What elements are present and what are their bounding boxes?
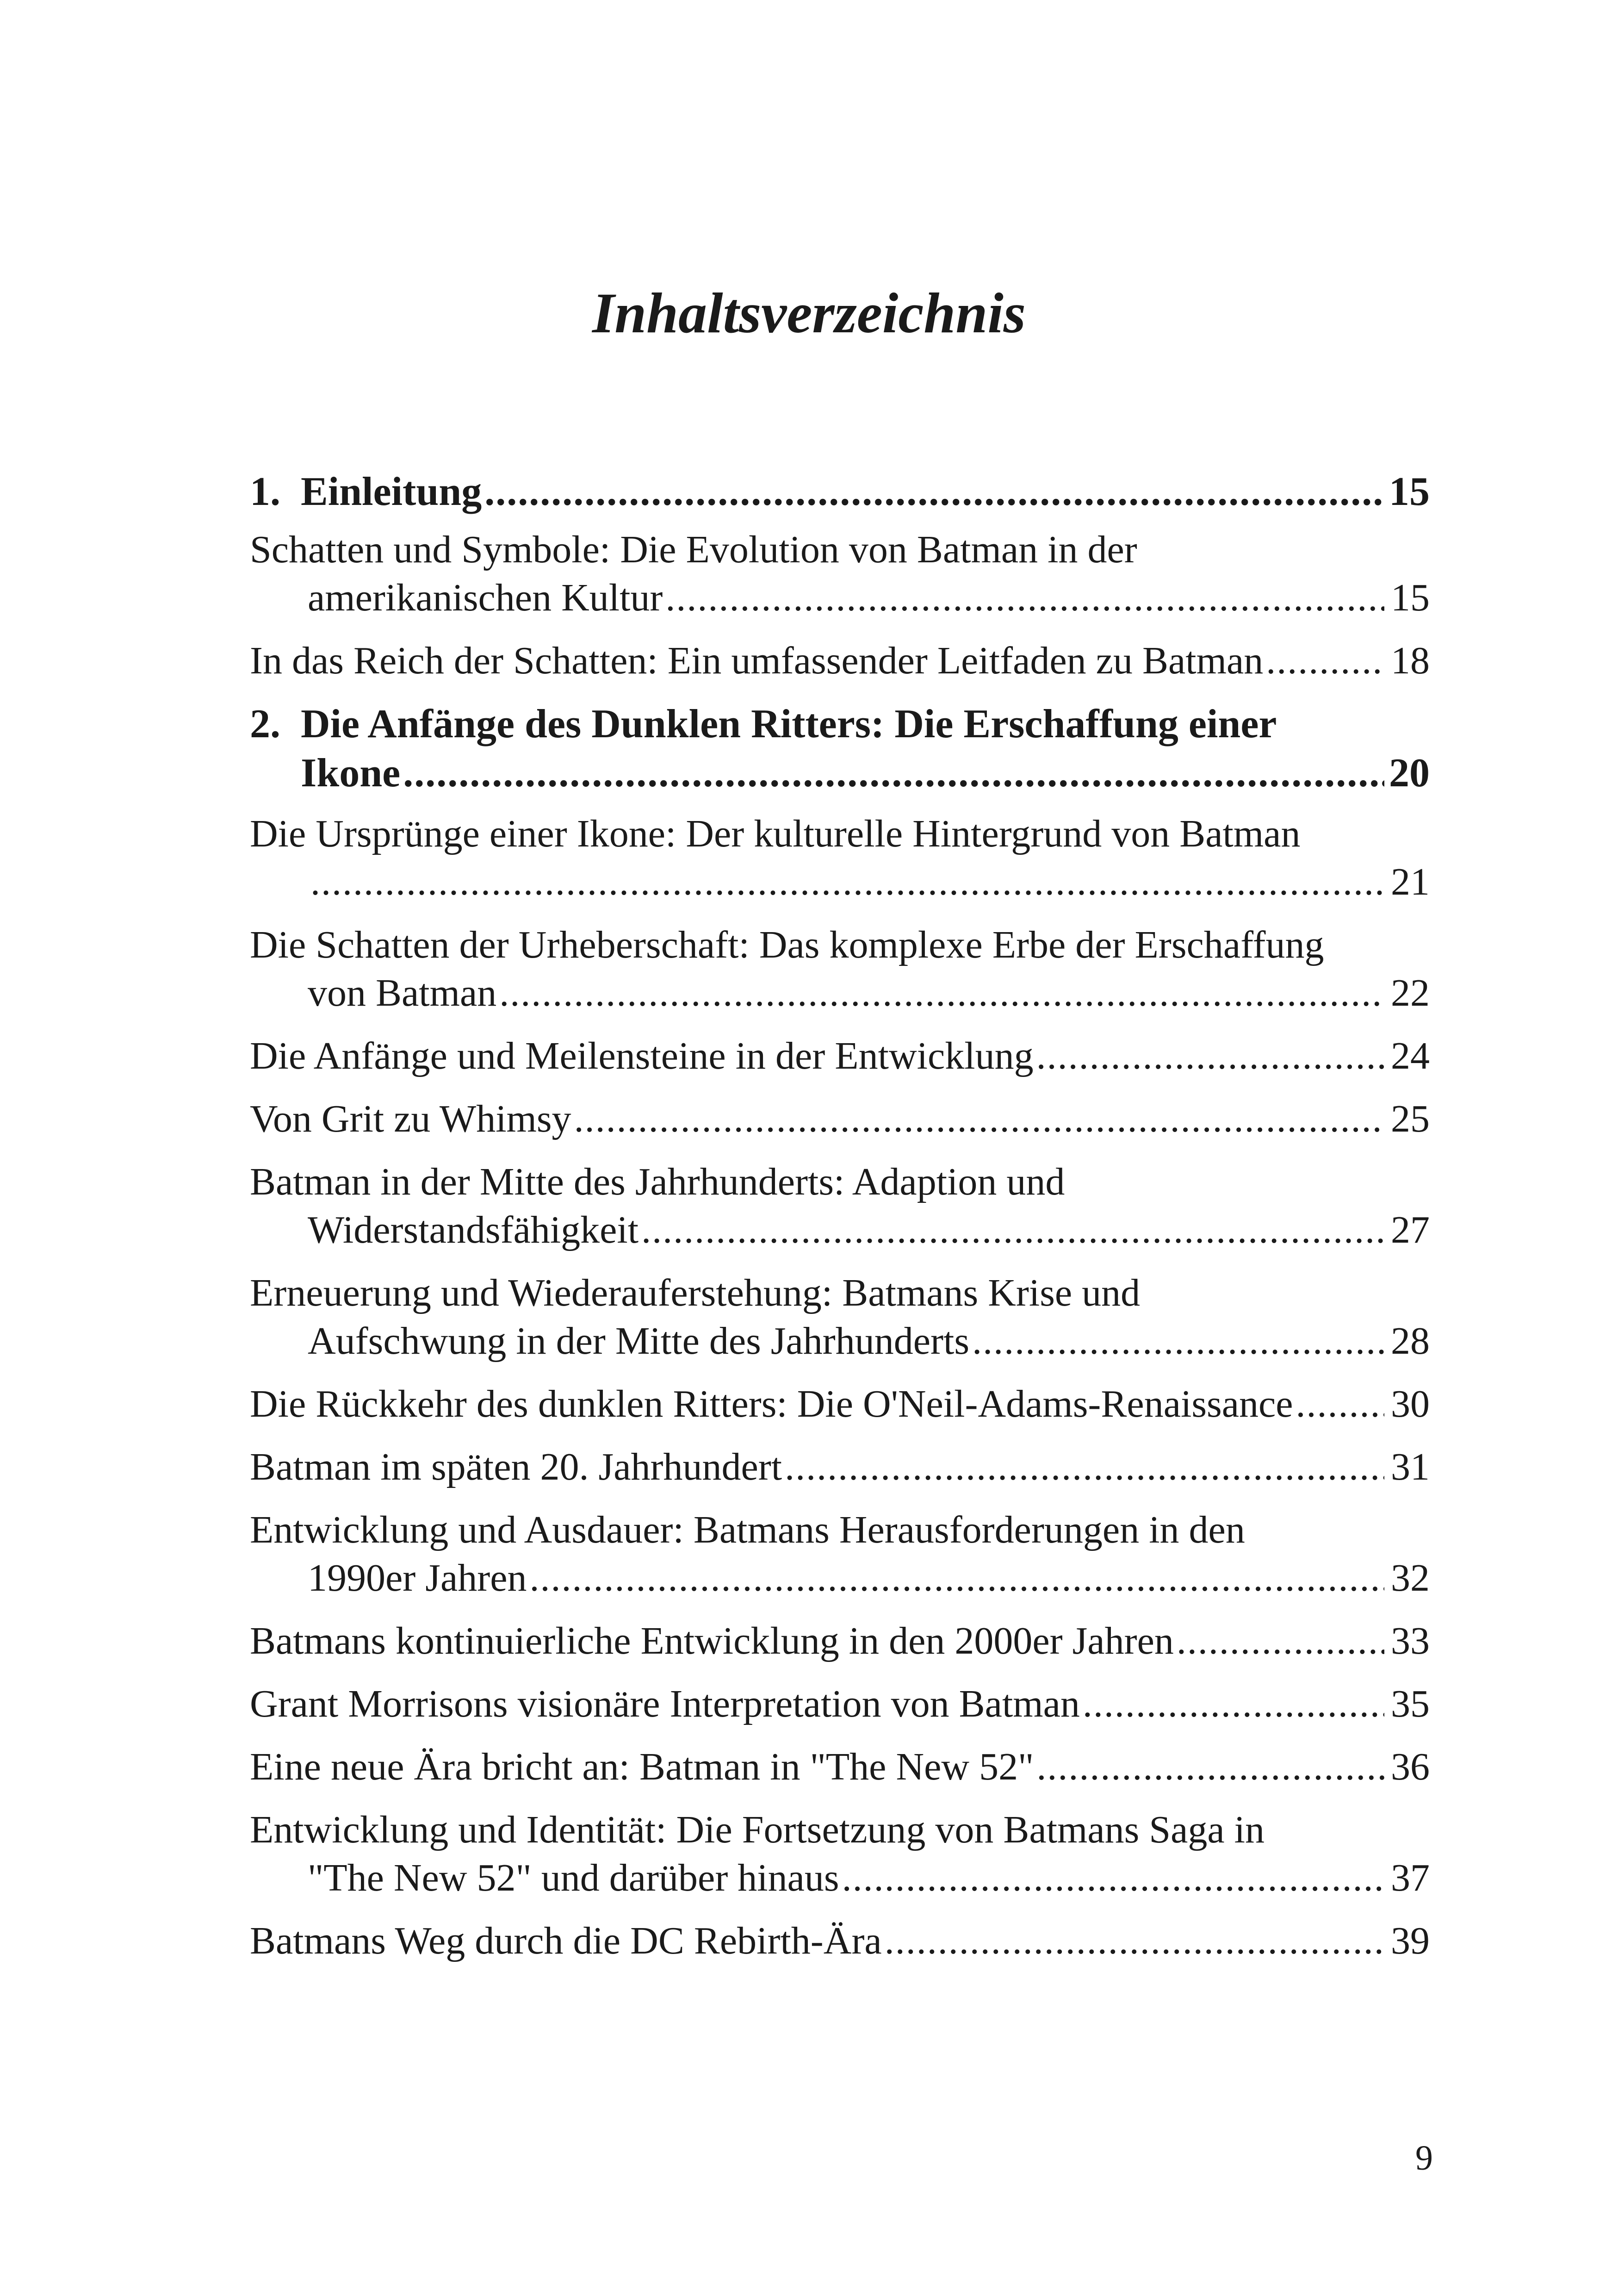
dot-leader (665, 574, 1384, 622)
toc-entry[interactable] (250, 810, 1430, 906)
toc-entry[interactable] (250, 1380, 1430, 1428)
dot-leader (1036, 1743, 1384, 1791)
toc-chapter-2[interactable] (250, 700, 1430, 798)
dot-leader (641, 1206, 1384, 1254)
toc-entry[interactable] (250, 1617, 1430, 1665)
toc-entry-title: In das Reich der Schatten: Ein umfassender Leitfaden zu Batman (250, 639, 1264, 682)
toc-entry-title: Eine neue Ära bricht an: Batman in "The New 52" (250, 1745, 1034, 1788)
page-title: Inhaltsverzeichnis (592, 281, 1026, 345)
dot-leader (885, 1917, 1384, 1965)
toc-page-number: 21 (1391, 860, 1430, 903)
toc-entry-title-continued: von Batman (308, 971, 497, 1014)
dot-leader (1177, 1617, 1384, 1665)
toc-entry[interactable] (250, 921, 1430, 1017)
toc-entry[interactable] (250, 1095, 1430, 1143)
toc-entry-title: Die Anfänge und Meilensteine in der Entwicklung (250, 1034, 1034, 1077)
toc-page-number: 36 (1391, 1745, 1430, 1788)
toc-entry[interactable] (250, 1158, 1430, 1254)
toc-entry-title-continued: amerikanischen Kultur (308, 576, 663, 619)
toc-chapter-1[interactable] (250, 467, 1430, 516)
toc-page-number: 24 (1391, 1034, 1430, 1077)
toc-entry-title-continued: "The New 52" und darüber hinaus (308, 1856, 839, 1899)
toc-entry-title-continued: Ikone (301, 751, 401, 796)
dot-leader (529, 1554, 1384, 1602)
toc-entry-title: Entwicklung und Ausdauer: Batmans Herausforderungen in den (250, 1508, 1245, 1551)
chapter-number: 2. (250, 702, 280, 747)
toc-entry[interactable] (250, 1917, 1430, 1965)
toc-page-number: 39 (1391, 1919, 1430, 1962)
toc-entry-title: Die Ursprünge einer Ikone: Der kulturelle Hintergrund von Batman (250, 812, 1301, 855)
toc-entry-title: Die Anfänge des Dunklen Ritters: Die Erschaffung einer (301, 702, 1277, 747)
toc-entry[interactable] (250, 526, 1430, 622)
toc-page-number: 37 (1391, 1856, 1430, 1899)
dot-leader (1266, 637, 1384, 685)
page-number: 9 (1415, 2139, 1433, 2178)
toc-page-number: 30 (1391, 1382, 1430, 1425)
dot-leader (1083, 1680, 1384, 1728)
toc-entry[interactable] (250, 1443, 1430, 1491)
toc-entry-title: Batmans Weg durch die DC Rebirth-Ära (250, 1919, 882, 1962)
toc-page-number: 28 (1391, 1319, 1430, 1363)
toc-entry-title: Die Rückkehr des dunklen Ritters: Die O'Neil-Adams-Renaissance (250, 1382, 1293, 1425)
toc-entry-title: Entwicklung und Identität: Die Fortsetzung von Batmans Saga in (250, 1808, 1265, 1851)
toc-entry[interactable] (250, 1032, 1430, 1080)
toc-entry-title: Schatten und Symbole: Die Evolution von Batman in der (250, 528, 1137, 571)
dot-leader (842, 1854, 1384, 1902)
toc-page-number: 33 (1391, 1619, 1430, 1662)
toc-page-number: 22 (1391, 971, 1430, 1014)
dot-leader (1296, 1380, 1384, 1428)
toc-entry-title: Grant Morrisons visionäre Interpretation von Batman (250, 1682, 1080, 1725)
toc-page-number: 15 (1389, 469, 1430, 514)
toc-entry-title: Die Schatten der Urheberschaft: Das komplexe Erbe der Erschaffung (250, 923, 1324, 966)
table-of-contents (250, 467, 1430, 1980)
toc-page-number: 25 (1391, 1097, 1430, 1140)
dot-leader (785, 1443, 1384, 1491)
dot-leader (484, 467, 1384, 516)
toc-entry[interactable] (250, 1506, 1430, 1602)
toc-entry[interactable] (250, 1743, 1430, 1791)
toc-entry[interactable] (250, 1680, 1430, 1728)
toc-page-number: 27 (1391, 1208, 1430, 1251)
dot-leader (574, 1095, 1384, 1143)
toc-page-number: 32 (1391, 1556, 1430, 1599)
dot-leader (403, 749, 1384, 798)
toc-entry-title: Batman in der Mitte des Jahrhunderts: Adaption und (250, 1160, 1065, 1203)
toc-entry-title-continued: Widerstandsfähigkeit (308, 1208, 639, 1251)
chapter-number: 1. (250, 469, 280, 514)
dot-leader (972, 1317, 1384, 1365)
toc-page-number: 31 (1391, 1445, 1430, 1488)
toc-entry-title: Erneuerung und Wiederauferstehung: Batmans Krise und (250, 1271, 1141, 1314)
toc-entry-title: Batman im späten 20. Jahrhundert (250, 1445, 782, 1488)
toc-page-number: 20 (1389, 751, 1430, 796)
toc-entry-title: Einleitung (301, 469, 482, 514)
toc-page-number: 18 (1391, 639, 1430, 682)
toc-entry[interactable] (250, 1806, 1430, 1902)
toc-entry-title: Batmans kontinuierliche Entwicklung in den 2000er Jahren (250, 1619, 1174, 1662)
toc-entry-title: Von Grit zu Whimsy (250, 1097, 571, 1140)
dot-leader (499, 969, 1384, 1017)
toc-entry[interactable] (250, 637, 1430, 685)
toc-page-number: 35 (1391, 1682, 1430, 1725)
toc-entry-title-continued: 1990er Jahren (308, 1556, 527, 1599)
toc-entry[interactable] (250, 1269, 1430, 1365)
dot-leader (1036, 1032, 1384, 1080)
dot-leader (310, 858, 1384, 906)
toc-page-number: 15 (1391, 576, 1430, 619)
toc-entry-title-continued: Aufschwung in der Mitte des Jahrhunderts (308, 1319, 970, 1363)
